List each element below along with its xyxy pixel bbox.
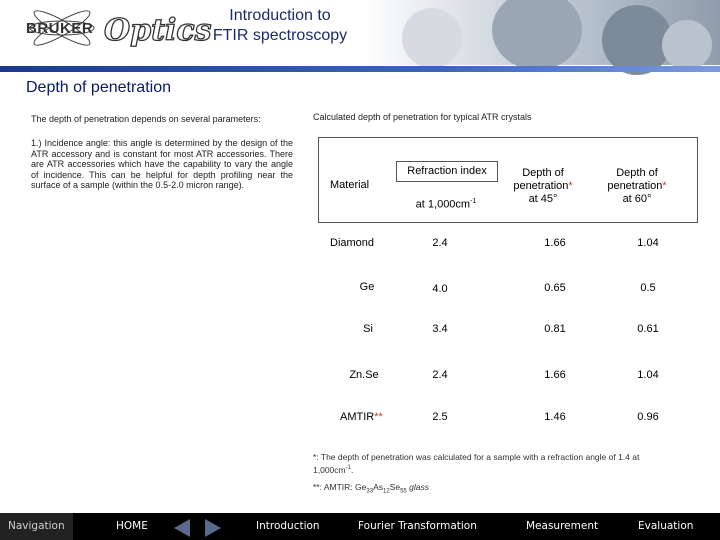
table-cell-depth60: 0.96 <box>637 411 659 423</box>
header-depth-60: Depth of penetration* at 60° <box>607 167 667 205</box>
presentation-title <box>180 6 380 46</box>
header-material: Material <box>330 179 370 191</box>
header-photo <box>362 0 720 65</box>
navigation-bar <box>0 513 720 540</box>
table-cell-refraction: 3.4 <box>432 323 448 335</box>
nav-home-link[interactable]: HOME <box>116 520 148 532</box>
nav-fourier-link[interactable]: Fourier Transformation <box>358 520 477 532</box>
title-line-1: Introduction to <box>229 7 331 24</box>
next-arrow-icon[interactable] <box>205 519 221 537</box>
bruker-optics-logo <box>24 6 212 50</box>
table-cell-refraction: 2.4 <box>432 237 448 249</box>
table-cell-material: Si <box>363 323 373 335</box>
table-cell-depth60: 0.5 <box>640 282 656 294</box>
previous-arrow-icon[interactable] <box>174 519 190 537</box>
table-cell-depth60: 1.04 <box>637 237 659 249</box>
page-title: Depth of penetration <box>26 79 171 96</box>
nav-measurement-link[interactable]: Measurement <box>526 520 599 532</box>
table-cell-depth60: 0.61 <box>637 323 659 335</box>
intro-text: The depth of penetration depends on several parameters: <box>31 114 261 124</box>
header-banner <box>0 0 720 65</box>
table-cell-refraction: 4.0 <box>432 283 448 295</box>
header-depth-45: Depth of penetration* at 45° <box>513 167 573 205</box>
table-cell-depth45: 1.46 <box>544 411 566 423</box>
table-cell-refraction: 2.4 <box>432 369 448 381</box>
table-cell-depth60: 1.04 <box>637 369 659 381</box>
table-cell-depth45: 1.66 <box>544 369 566 381</box>
brand-secondary: Optics <box>104 13 212 48</box>
nav-evaluation-link[interactable]: Evaluation <box>638 520 694 532</box>
table-cell-material: Diamond <box>330 237 375 249</box>
header-rule <box>0 66 720 72</box>
navigation-label: Navigation <box>0 513 73 540</box>
table-cell-refraction: 2.5 <box>432 411 448 423</box>
nav-introduction-link[interactable]: Introduction <box>256 520 320 532</box>
table-cell-depth45: 0.81 <box>544 323 566 335</box>
header-refraction-bottom: at $1,000cm^{-1}$ <box>415 198 477 211</box>
header-refraction-top: Refraction index <box>396 161 498 182</box>
table-cell-material: Ge <box>359 281 375 293</box>
brand-primary: BRUKER <box>26 20 94 37</box>
table-cell-depth45: 0.65 <box>544 282 566 294</box>
table-cell-material: Zn.Se <box>349 369 379 381</box>
incidence-angle-paragraph: 1.) Incidence angle: this angle is determined by the design of the ATR accessory and is constant for most ATR accessories. There are ATR accessories which have the capability to vary the angle of incidence. This can be helpful for depth profiling near the surface of a sample (within the 0.5-2.0 micron range). <box>31 138 293 190</box>
table-caption: Calculated depth of penetration for typical ATR crystals <box>313 112 532 122</box>
table-cell-depth45: 1.66 <box>544 237 566 249</box>
footnote-depth: *: The depth of penetration was calculated for a sample with a refraction angle of 1.4 at $1,000cm^{-1}$. <box>313 452 640 475</box>
footnote-amtir: **: AMTIR: $Ge_{33}As_{12}Se_{55}$ glass <box>313 482 429 495</box>
title-line-2: FTIR spectroscopy <box>212 27 348 44</box>
table-cell-material: AMTIR** <box>340 411 383 423</box>
